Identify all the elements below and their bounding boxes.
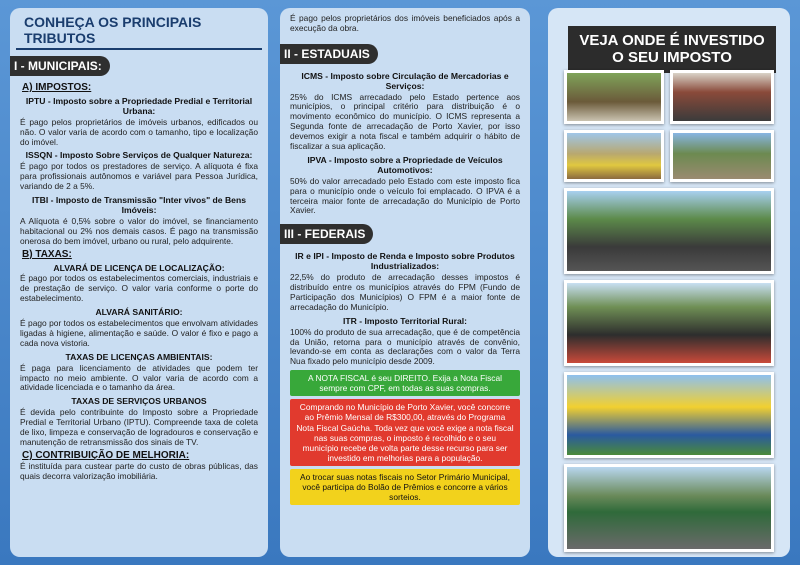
photo-road-work (564, 70, 664, 124)
urbanos-title: TAXAS DE SERVIÇOS URBANOS (71, 396, 207, 407)
ir-ipi-text: 22,5% do produto de arrecadação desses impostos é distribuído entre os municípios através do FPM (Fundo de Participação dos Municípios) O FPM é a maior fonte de arrecadação do Município. (290, 272, 520, 312)
sanitario-text: É pago por todos os estabelecimentos que envolvam atividades ligadas à higiene, alimentação e saúde. O valor é fixo e pago a cada nova vistoria. (20, 318, 258, 348)
alvara-text: É pago por todos os estabelecimentos comerciais, industriais e de prestação de serviço. O valor varia conforme o porte do estabelecimento. (20, 273, 258, 304)
ipva-text: 50% do valor arrecadado pelo Estado com este imposto fica para o município onde o veículo foi emplacado. O IPVA é a terceira maior fonte de arrecadação do Município de Porto Xavier. (290, 175, 520, 216)
itr-text: 100% do produto de sua arrecadação, que é de competência da União, retorna para o município através de convênio, levando-se em conta as declarações com o valor da Terra Nua fixado pelo município desde 2009. (290, 326, 520, 367)
iptu-title: IPTU - Imposto sobre a Propriedade Predial e Territorial Urbana: (25, 96, 253, 116)
section-federais: III - FEDERAIS (280, 224, 373, 244)
melhoria-heading: C) CONTRIBUIÇÃO DE MELHORIA: (22, 449, 190, 461)
melhoria-continuation: É pago pelos proprietários dos imóveis beneficiados após a execução da obra. (290, 13, 520, 33)
impostos-heading: A) IMPOSTOS: (22, 82, 92, 93)
ambientais-title: TAXAS DE LICENÇAS AMBIENTAIS: (65, 351, 213, 362)
photo-group-people (670, 70, 774, 124)
photo-paving-machine (564, 464, 774, 552)
main-title: CONHEÇA OS PRINCIPAIS TRIBUTOS (16, 8, 262, 50)
itbi-title: ITBI - Imposto de Transmissão "Inter vivos" de Bens Imóveis: (32, 195, 246, 215)
photo-paved-street (564, 188, 774, 274)
icms-title: ICMS - Imposto sobre Circulação de Mercadorias e Serviços: (301, 70, 509, 91)
section-municipais: I - MUNICIPAIS: (10, 56, 110, 76)
itbi-text: A Alíquota é 0,5% sobre o valor do imóvel, se financiamento habitacional ou 2% nos demais casos. É pago na transmissão onerosa do bem imóvel, urbano ou rural, pelo adquirente. (20, 215, 258, 246)
photo-school-building (564, 372, 774, 458)
photo-sports-court (564, 280, 774, 366)
ir-ipi-title: IR e IPI - Imposto de Renda e Imposto sobre Produtos Industrializados: (295, 251, 515, 272)
urbanos-text: É devida pelo contribuinte do Imposto sobre a Propriedade Predial e Territorial Urbano (IPTU). Compreende taxa de coleta de lixo, limpeza e conservação de logradouros e conservação e manutenção de retransmissão dos sinais de TV. (20, 407, 258, 447)
iptu-text: É pago pelos proprietários de imóveis urbanos, edificados ou não. O valor varia de acordo com o tamanho, tipo e localização do imóvel. (20, 116, 258, 147)
melhoria-text: É instituída para custear parte do custo de obras públicas, das quais decorra valorização imobiliária. (20, 460, 258, 481)
issqn-text: É pago por todos os prestadores de serviço. A alíquota é fixa para profissionais autônomos e variável para Pessoa Jurídica, variando de 2 a 5%. (20, 161, 258, 192)
nota-fiscal-box: A NOTA FISCAL é seu DIREITO. Exija a Nota Fiscal sempre com CPF, em todas as suas compras. (290, 370, 520, 396)
premio-box: Comprando no Município de Porto Xavier, você concorre ao Prêmio Mensal de R$300,00, através do Programa Nota Fiscal Gaúcha. Toda vez que você exige a nota fiscal nas suas compras, o imposto é recolhido e o seu município recebe de volta parte desse recurso para ser investido em melhorias para a população. (290, 399, 520, 465)
alvara-title: ALVARÁ DE LICENÇA DE LOCALIZAÇÃO: (53, 262, 225, 273)
icms-text: 25% do ICMS arrecadado pelo Estado pertence aos municípios, o principal critério para distribuição é o movimento econômico do município. O ICMS representa a Segunda fonte de arrecadação de Porto Xavier, por isso devemos exigir a nota fiscal e também adquirir o hábito de fiscalizar a sua aplicação. (290, 91, 520, 152)
taxas-heading: B) TAXAS: (22, 248, 72, 260)
panel-investimentos (548, 8, 790, 557)
investimento-title: VEJA ONDE É INVESTIDO O SEU IMPOSTO (568, 26, 776, 73)
issqn-title: ISSQN - Imposto Sobre Serviços de Qualquer Natureza: (25, 150, 253, 161)
section-estaduais: II - ESTADUAIS (280, 44, 378, 64)
panel-municipais (10, 8, 268, 557)
photo-machinery (564, 130, 664, 182)
ipva-title: IPVA - Imposto sobre a Propriedade de Veículos Automotivos: (307, 155, 503, 175)
photo-bridge-work (670, 130, 774, 182)
bolao-box: Ao trocar suas notas fiscais no Setor Primário Municipal, você participa do Bolão de Prêmios e concorre a vários sorteios. (290, 469, 520, 505)
ambientais-text: É paga para licenciamento de atividades que podem ter impacto no meio ambiente. O valor varia de acordo com a atividade licenciada e o tamanho da área. (20, 362, 258, 393)
panel-estaduais-federais (280, 8, 530, 557)
itr-title: ITR - Imposto Territorial Rural: (343, 315, 467, 326)
sanitario-title: ALVARÁ SANITÁRIO: (95, 307, 183, 318)
